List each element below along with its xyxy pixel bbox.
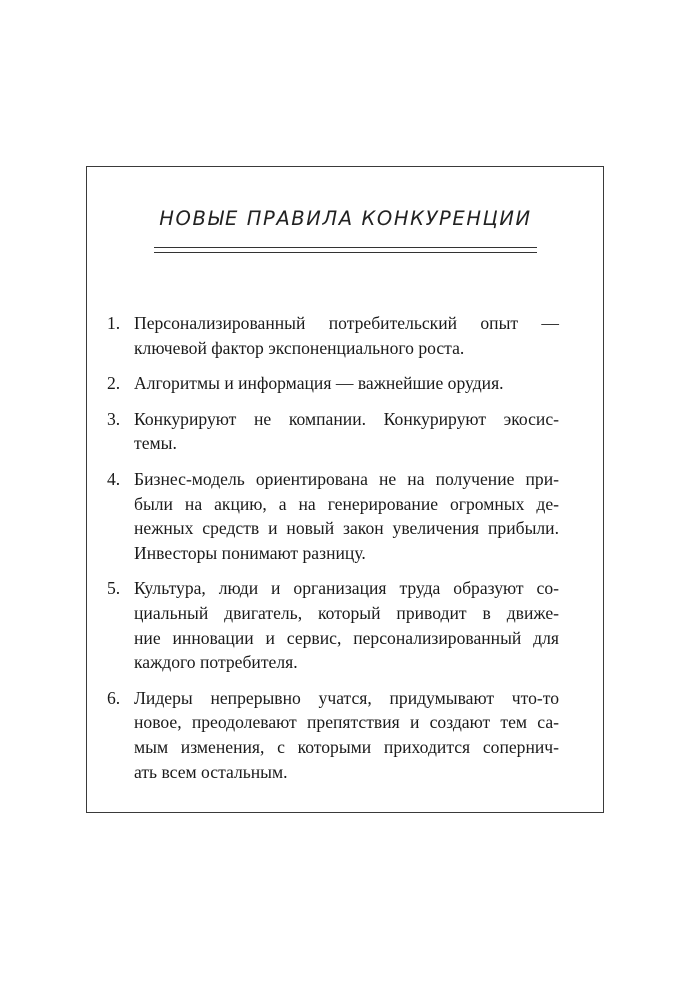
rule-line: Алгоритмы и информация — важнейшие орудия.: [134, 373, 504, 394]
rule-line: были на акцию, а на генерирование огромных де-: [134, 493, 559, 514]
rule-line: Лидеры непрерывно учатся, придумывают что-то: [134, 687, 559, 708]
rule-item-6: [107, 686, 559, 784]
rule-text: [134, 576, 559, 674]
rule-text: [134, 686, 559, 784]
title-rule-top: [154, 247, 537, 248]
rule-number: 4.: [107, 468, 121, 489]
rule-number: 3.: [107, 408, 121, 429]
rule-line: ать всем остальным.: [134, 761, 288, 782]
rule-line: Бизнес-модель ориентирована не на получение при-: [134, 468, 559, 489]
rule-line: новое, преодолевают препятствия и создают тем са-: [134, 712, 559, 733]
rule-text: [134, 407, 559, 456]
rule-text: [134, 467, 559, 565]
rule-item-2: [107, 371, 559, 396]
rule-line: Культура, люди и организация труда образуют со-: [134, 578, 559, 599]
rule-item-1: [107, 311, 559, 360]
rule-line: нежных средств и новый закон увеличения прибыли.: [134, 518, 559, 539]
rule-number: 5.: [107, 578, 121, 599]
rule-item-4: [107, 467, 559, 565]
box-title: НОВЫЕ ПРАВИЛА КОНКУРЕНЦИИ: [159, 207, 532, 230]
rule-text: [134, 311, 559, 360]
rule-number: 2.: [107, 373, 121, 394]
rule-line: мым изменения, с которыми приходится сопернич-: [134, 736, 559, 757]
title-rule-bottom: [154, 252, 537, 253]
rule-line: Персонализированный потребительский опыт —: [134, 313, 559, 333]
rule-line: циальный двигатель, который приводит в движе-: [134, 602, 559, 623]
rule-line: Конкурируют не компании. Конкурируют экосис-: [134, 408, 559, 429]
rule-number: 1.: [107, 313, 121, 333]
rule-item-3: [107, 407, 559, 456]
rule-item-5: [107, 576, 559, 674]
rule-line: ключевой фактор экспоненциального роста.: [134, 337, 465, 358]
rule-number: 6.: [107, 687, 121, 708]
rules-list: [107, 311, 559, 795]
rule-line: Инвесторы понимают разницу.: [134, 542, 366, 563]
rule-line: ние инновации и сервис, персонализированный для: [134, 627, 559, 648]
rule-text: [134, 371, 559, 396]
rule-line: каждого потребителя.: [134, 652, 298, 673]
rule-line: темы.: [134, 433, 177, 454]
